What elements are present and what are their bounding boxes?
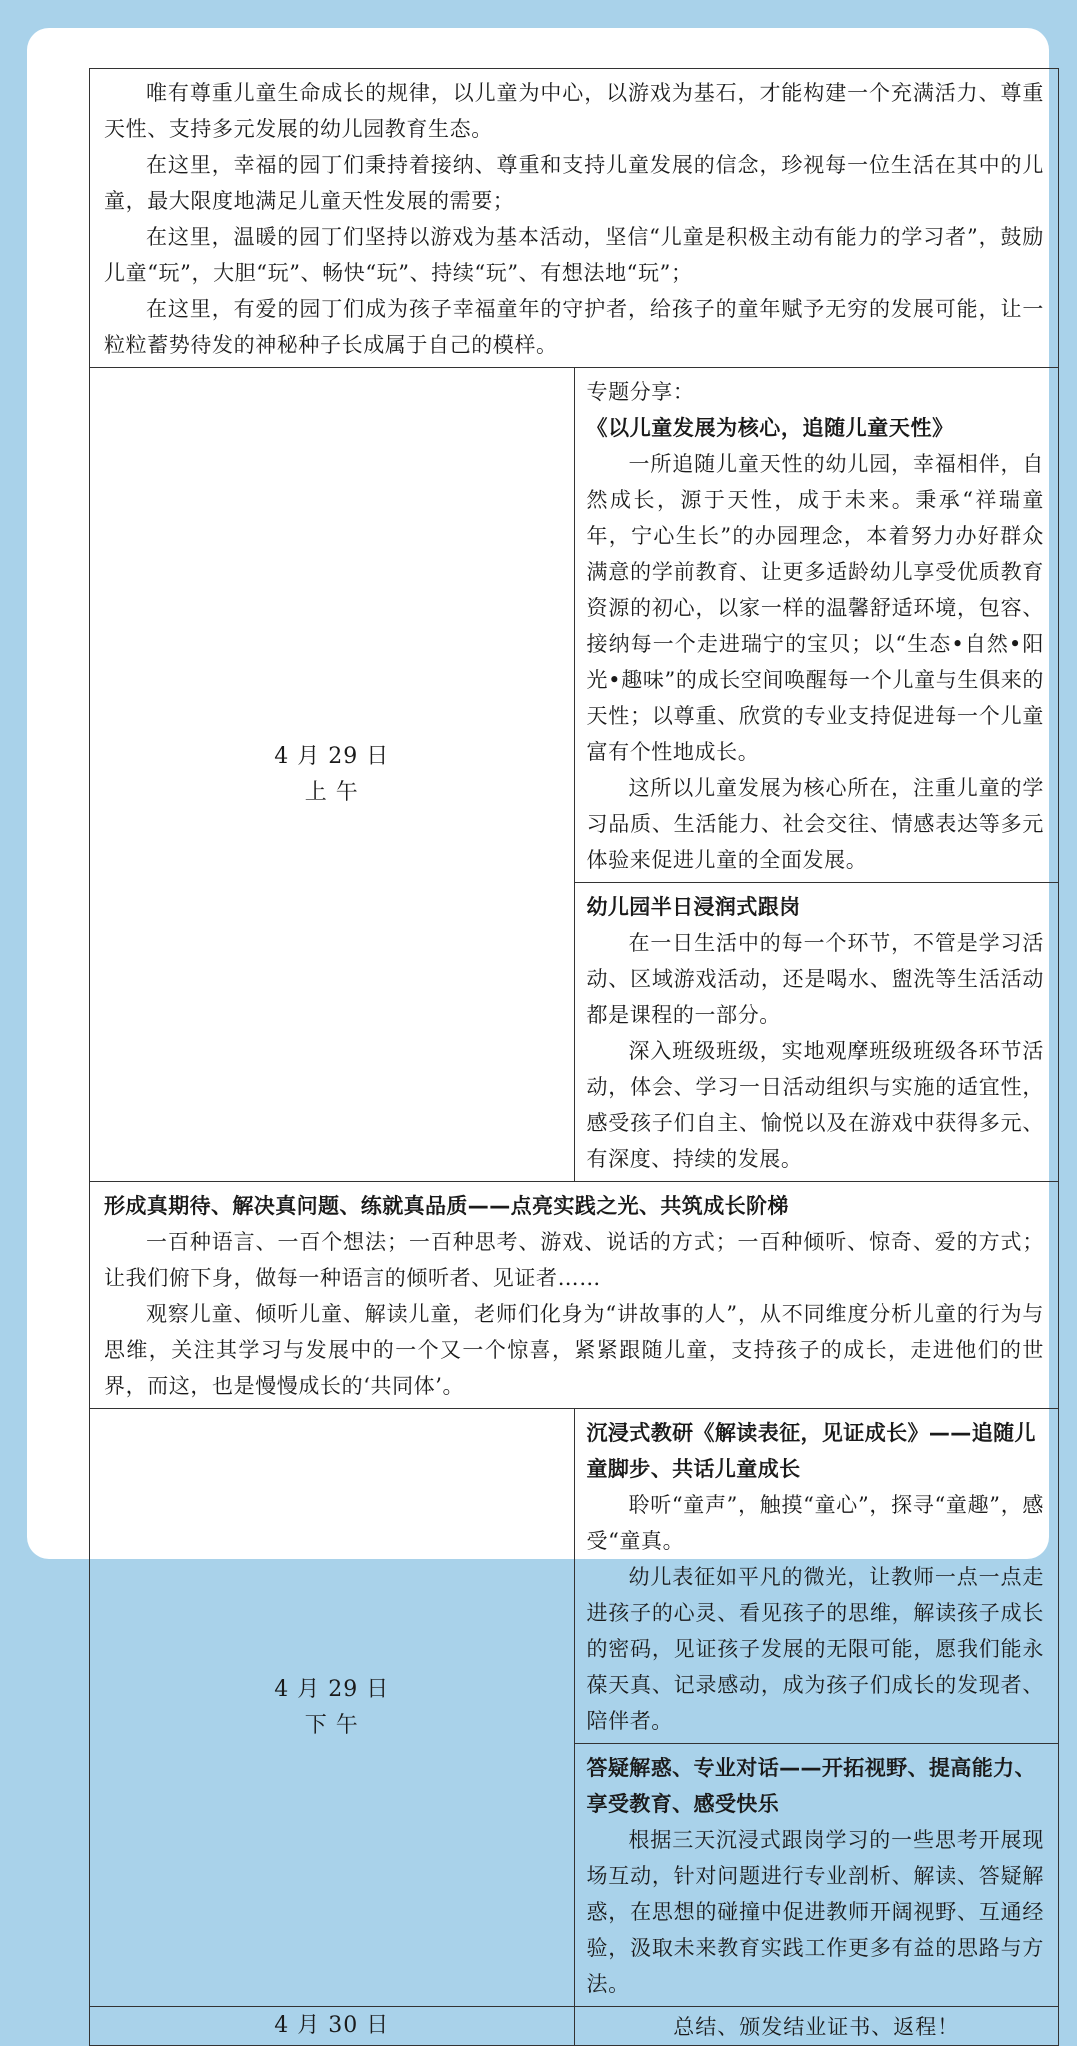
session-title: 答疑解惑、专业对话——开拓视野、提高能力、享受教育、感受快乐 — [586, 1756, 1036, 1816]
final-text: 总结、颁发结业证书、返程！ — [673, 2015, 960, 2039]
session-title: 幼儿园半日浸润式跟岗 — [586, 895, 801, 919]
final-row — [90, 2007, 1059, 2046]
intro-cell — [90, 69, 1059, 368]
content-card — [27, 28, 1049, 2039]
middle-cell — [90, 1182, 1059, 1409]
session-title: 《以儿童发展为核心，追随儿童天性》 — [586, 416, 954, 440]
afternoon-row-1 — [90, 1409, 1059, 1744]
morning-date: 4 月 29 日 — [274, 743, 390, 769]
session-heading — [587, 374, 1045, 446]
intro-paragraph: 唯有尊重儿童生命成长的规律，以儿童为中心，以游戏为基石，才能构建一个充满活力、尊重天性、支持多元发展的幼儿园教育生态。 — [104, 81, 1044, 141]
morning-session-2 — [574, 883, 1059, 1182]
intro-paragraph: 在这里，温暖的园丁们坚持以游戏为基本活动，坚信“儿童是积极主动有能力的学习者”，鼓励儿童“玩”，大胆“玩”、畅快“玩”、持续“玩”、有想法地“玩”； — [104, 225, 1044, 285]
morning-session-1 — [574, 368, 1059, 883]
session-paragraph: 根据三天沉浸式跟岗学习的一些思考开展现场互动，针对问题进行专业剖析、解读、答疑解惑，在思想的碰撞中促进教师开阔视野、互通经验，汲取未来教育实践工作更多有益的思路与方法。 — [586, 1828, 1044, 1996]
final-date-cell — [90, 2007, 575, 2046]
session-prefix: 专题分享： — [586, 380, 695, 404]
session-paragraph: 聆听“童声”，触摸“童心”，探寻“童趣”，感受“童真。 — [586, 1493, 1044, 1553]
afternoon-date-cell — [90, 1409, 575, 2007]
afternoon-session-1 — [574, 1409, 1059, 1744]
final-text-cell — [574, 2007, 1059, 2046]
intro-row — [90, 69, 1059, 368]
intro-paragraph: 在这里，有爱的园丁们成为孩子幸福童年的守护者，给孩子的童年赋予无穷的发展可能，让一粒粒蓄势待发的神秘种子长成属于自己的模样。 — [104, 297, 1044, 357]
session-paragraph: 这所以儿童发展为核心所在，注重儿童的学习品质、生活能力、社会交往、情感表达等多元体验来促进儿童的全面发展。 — [586, 776, 1044, 872]
session-paragraph: 深入班级班级，实地观摩班级班级各环节活动，体会、学习一日活动组织与实施的适宜性，感受孩子们自主、愉悦以及在游戏中获得多元、有深度、持续的发展。 — [586, 1039, 1044, 1171]
session-paragraph: 在一日生活中的每一个环节，不管是学习活动、区域游戏活动，还是喝水、盥洗等生活活动都是课程的一部分。 — [586, 931, 1044, 1027]
session-paragraph: 一所追随儿童天性的幼儿园，幸福相伴，自然成长，源于天性，成于未来。秉承“祥瑞童年，宁心生长”的办园理念，本着努力办好群众满意的学前教育、让更多适龄幼儿享受优质教育资源的初心，以家一样的温馨舒适环境，包容、接纳每一个走进瑞宁的宝贝；以“生态•自然•阳光•趣味”的成长空间唤醒每一个儿童与生俱来的天性；以尊重、欣赏的专业支持促进每一个儿童富有个性地成长。 — [586, 452, 1044, 764]
schedule-table — [89, 68, 1059, 2046]
final-date: 4 月 30 日 — [274, 2013, 390, 2038]
afternoon-period: 下 午 — [304, 1712, 359, 1738]
middle-row — [90, 1182, 1059, 1409]
afternoon-session-2 — [574, 1744, 1059, 2007]
intro-paragraph: 在这里，幸福的园丁们秉持着接纳、尊重和支持儿童发展的信念，珍视每一位生活在其中的儿童，最大限度地满足儿童天性发展的需要； — [104, 153, 1044, 213]
morning-period: 上 午 — [304, 779, 359, 805]
section-paragraph: 观察儿童、倾听儿童、解读儿童，老师们化身为“讲故事的人”，从不同维度分析儿童的行为与思维，关注其学习与发展中的一个又一个惊喜，紧紧跟随儿童，支持孩子的成长，走进他们的世界，而这，也是慢慢成长的‘共同体’。 — [104, 1302, 1044, 1398]
afternoon-date: 4 月 29 日 — [274, 1676, 390, 1702]
morning-row-1 — [90, 368, 1059, 883]
section-paragraph: 一百种语言、一百个想法；一百种思考、游戏、说话的方式；一百种倾听、惊奇、爱的方式；让我们俯下身，做每一种语言的倾听者、见证者…… — [104, 1230, 1044, 1290]
session-paragraph: 幼儿表征如平凡的微光，让教师一点一点走进孩子的心灵、看见孩子的思维，解读孩子成长的密码，见证孩子发展的无限可能，愿我们能永葆天真、记录感动，成为孩子们成长的发现者、陪伴者。 — [586, 1565, 1044, 1733]
session-title: 沉浸式教研《解读表征，见证成长》——追随儿童脚步、共话儿童成长 — [586, 1421, 1036, 1481]
morning-date-cell — [90, 368, 575, 1182]
section-title: 形成真期待、解决真问题、练就真品质——点亮实践之光、共筑成长阶梯 — [104, 1194, 789, 1218]
